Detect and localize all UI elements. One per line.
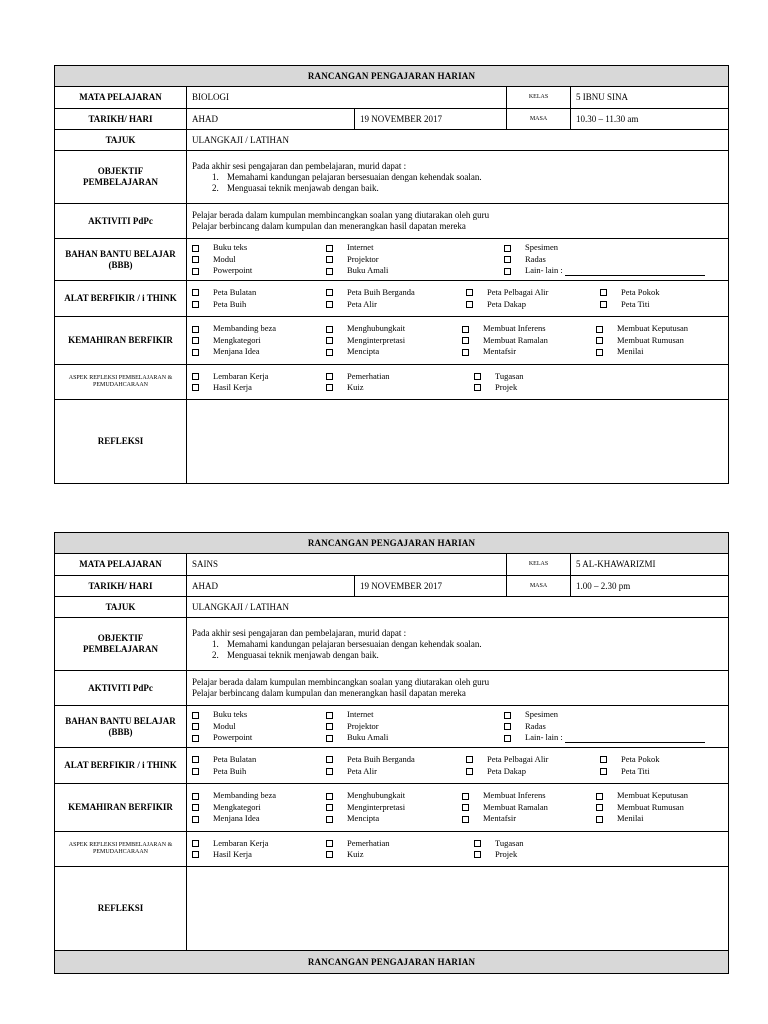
checkbox-icon xyxy=(326,723,333,730)
checkbox-icon xyxy=(326,349,333,356)
checkbox-lembaran-kerja[interactable]: Lembaran Kerja xyxy=(192,371,326,383)
checkbox-menghubungkait[interactable]: Menghubungkait xyxy=(326,790,462,802)
value-mata-pelajaran: BIOLOGI xyxy=(187,87,507,109)
checkbox-icon xyxy=(192,804,199,811)
checkbox-buku-amali[interactable]: Buku Amali xyxy=(326,265,504,277)
aktiviti-content xyxy=(187,671,729,706)
label-bbb: BAHAN BANTU BELAJAR (BBB) xyxy=(55,706,187,748)
objektif-intro: Pada akhir sesi pengajaran dan pembelajaran, murid dapat : xyxy=(192,160,407,171)
checkbox-buku-teks[interactable]: Buku teks xyxy=(192,242,326,254)
objektif-content xyxy=(187,618,729,671)
checkbox-radas[interactable]: Radas xyxy=(504,254,723,266)
checkbox-icon xyxy=(326,756,333,763)
checkbox-icon xyxy=(600,301,607,308)
value-mata-pelajaran: SAINS xyxy=(187,554,507,576)
checkbox-menjana-idea[interactable]: Menjana Idea xyxy=(192,346,326,358)
objektif-list xyxy=(192,639,723,661)
label-kelas: KELAS xyxy=(507,87,571,109)
checkbox-peta-bulatan[interactable]: Peta Bulatan xyxy=(192,754,326,766)
label-tajuk: TAJUK xyxy=(55,597,187,618)
label-refleksi: REFLEKSI xyxy=(55,867,187,951)
checkbox-icon xyxy=(462,804,469,811)
checkbox-icon xyxy=(462,816,469,823)
bbb-options xyxy=(187,239,729,281)
label-tarikh-hari: TARIKH/ HARI xyxy=(55,109,187,130)
checkbox-icon xyxy=(192,735,199,742)
value-tarikh: 19 NOVEMBER 2017 xyxy=(355,109,507,130)
checkbox-icon xyxy=(326,256,333,263)
checkbox-icon xyxy=(474,373,481,380)
checkbox-hasil-kerja[interactable]: Hasil Kerja xyxy=(192,382,326,394)
plan-title: RANCANGAN PENGAJARAN HARIAN xyxy=(55,66,729,87)
checkbox-icon xyxy=(326,373,333,380)
checkbox-peta-pokok[interactable]: Peta Pokok xyxy=(600,754,723,766)
checkbox-mentafsir[interactable]: Mentafsir xyxy=(462,346,596,358)
lain-lain-blank-line[interactable] xyxy=(565,734,705,743)
lain-lain-blank-line[interactable] xyxy=(565,267,705,276)
checkbox-kuiz[interactable]: Kuiz xyxy=(326,849,474,861)
checkbox-lain-lain[interactable]: Lain- lain : xyxy=(504,265,723,277)
checkbox-membanding-beza[interactable]: Membanding beza xyxy=(192,323,326,335)
value-tajuk: ULANGKAJI / LATIHAN xyxy=(187,130,729,151)
aktiviti-line: Pelajar berbincang dalam kumpulan dan menerangkan hasil dapatan mereka xyxy=(192,688,466,698)
refleksi-area[interactable] xyxy=(187,867,729,951)
objektif-item: 2. Menguasai teknik menjawab dengan baik. xyxy=(221,183,723,194)
checkbox-membuat-inferens[interactable]: Membuat Inferens xyxy=(462,790,596,802)
value-kelas: 5 AL-KHAWARIZMI xyxy=(571,554,729,576)
checkbox-icon xyxy=(326,337,333,344)
checkbox-icon xyxy=(504,245,511,252)
checkbox-peta-dakap[interactable]: Peta Dakap xyxy=(466,299,600,311)
alat-options xyxy=(187,281,729,317)
checkbox-icon xyxy=(192,712,199,719)
label-aktiviti: AKTIVITI PdPc xyxy=(55,204,187,239)
label-kelas: KELAS xyxy=(507,554,571,576)
alat-options xyxy=(187,748,729,784)
aspek-options xyxy=(187,832,729,867)
checkbox-icon xyxy=(504,735,511,742)
aktiviti-line: Pelajar berada dalam kumpulan membincangkan soalan yang diutarakan oleh guru xyxy=(192,677,490,687)
checkbox-icon xyxy=(596,326,603,333)
label-masa: MASA xyxy=(507,109,571,130)
label-refleksi: REFLEKSI xyxy=(55,400,187,484)
checkbox-icon xyxy=(192,768,199,775)
checkbox-modul[interactable]: Modul xyxy=(192,254,326,266)
checkbox-icon xyxy=(192,301,199,308)
checkbox-icon xyxy=(192,373,199,380)
checkbox-tugasan[interactable]: Tugasan xyxy=(474,838,723,850)
checkbox-icon xyxy=(326,268,333,275)
label-aktiviti: AKTIVITI PdPc xyxy=(55,671,187,706)
checkbox-icon xyxy=(596,337,603,344)
checkbox-menghubungkait[interactable]: Menghubungkait xyxy=(326,323,462,335)
checkbox-icon xyxy=(474,851,481,858)
value-kelas: 5 IBNU SINA xyxy=(571,87,729,109)
checkbox-icon xyxy=(326,735,333,742)
checkbox-icon xyxy=(192,326,199,333)
aktiviti-line: Pelajar berada dalam kumpulan membincangkan soalan yang diutarakan oleh guru xyxy=(192,210,490,220)
label-bbb: BAHAN BANTU BELAJAR (BBB) xyxy=(55,239,187,281)
checkbox-tugasan[interactable]: Tugasan xyxy=(474,371,723,383)
checkbox-mengkategori[interactable]: Mengkategori xyxy=(192,335,326,347)
lesson-plan-2 xyxy=(54,532,729,974)
checkbox-icon xyxy=(466,301,473,308)
bbb-options xyxy=(187,706,729,748)
checkbox-icon xyxy=(596,816,603,823)
checkbox-icon xyxy=(600,289,607,296)
checkbox-spesimen[interactable]: Spesimen xyxy=(504,242,723,254)
checkbox-membuat-rumusan[interactable]: Membuat Rumusan xyxy=(596,802,723,814)
checkbox-membuat-ramalan[interactable]: Membuat Ramalan xyxy=(462,335,596,347)
checkbox-peta-titi[interactable]: Peta Titi xyxy=(600,766,723,778)
checkbox-icon xyxy=(600,768,607,775)
checkbox-peta-buih[interactable]: Peta Buih xyxy=(192,299,326,311)
checkbox-projek[interactable]: Projek xyxy=(474,849,723,861)
value-tarikh: 19 NOVEMBER 2017 xyxy=(355,576,507,597)
checkbox-icon xyxy=(474,384,481,391)
checkbox-icon xyxy=(596,793,603,800)
label-masa: MASA xyxy=(507,576,571,597)
checkbox-mencipta[interactable]: Mencipta xyxy=(326,346,462,358)
checkbox-peta-bulatan[interactable]: Peta Bulatan xyxy=(192,287,326,299)
objektif-list xyxy=(192,172,723,194)
checkbox-icon xyxy=(596,349,603,356)
checkbox-icon xyxy=(192,793,199,800)
checkbox-powerpoint[interactable]: Powerpoint xyxy=(192,265,326,277)
checkbox-projek[interactable]: Projek xyxy=(474,382,723,394)
checkbox-menjana-idea[interactable]: Menjana Idea xyxy=(192,813,326,825)
checkbox-icon xyxy=(326,851,333,858)
checkbox-icon xyxy=(462,326,469,333)
checkbox-icon xyxy=(192,756,199,763)
checkbox-icon xyxy=(192,851,199,858)
checkbox-icon xyxy=(192,349,199,356)
checkbox-icon xyxy=(466,768,473,775)
checkbox-peta-pelbagai-alir[interactable]: Peta Pelbagai Alir xyxy=(466,754,600,766)
value-hari: AHAD xyxy=(187,576,355,597)
label-aspek-refleksi: ASPEK REFLEKSI PEMBELAJARAN & PEMUDAHCARAAN xyxy=(55,832,187,867)
checkbox-buku-amali[interactable]: Buku Amali xyxy=(326,732,504,744)
checkbox-icon xyxy=(504,723,511,730)
checkbox-internet[interactable]: Internet xyxy=(326,709,504,721)
checkbox-hasil-kerja[interactable]: Hasil Kerja xyxy=(192,849,326,861)
refleksi-area[interactable] xyxy=(187,400,729,484)
checkbox-peta-titi[interactable]: Peta Titi xyxy=(600,299,723,311)
checkbox-peta-dakap[interactable]: Peta Dakap xyxy=(466,766,600,778)
checkbox-modul[interactable]: Modul xyxy=(192,721,326,733)
checkbox-icon xyxy=(326,816,333,823)
checkbox-lembaran-kerja[interactable]: Lembaran Kerja xyxy=(192,838,326,850)
label-tajuk: TAJUK xyxy=(55,130,187,151)
checkbox-icon xyxy=(326,840,333,847)
checkbox-lain-lain[interactable]: Lain- lain : xyxy=(504,732,723,744)
plan-title: RANCANGAN PENGAJARAN HARIAN xyxy=(55,533,729,554)
kemahiran-options xyxy=(187,317,729,365)
objektif-content xyxy=(187,151,729,204)
checkbox-icon xyxy=(326,245,333,252)
checkbox-icon xyxy=(192,256,199,263)
checkbox-icon xyxy=(474,840,481,847)
label-mata-pelajaran: MATA PELAJARAN xyxy=(55,87,187,109)
checkbox-kuiz[interactable]: Kuiz xyxy=(326,382,474,394)
objektif-item: 2. Menguasai teknik menjawab dengan baik. xyxy=(221,650,723,661)
checkbox-icon xyxy=(326,289,333,296)
label-kemahiran-berfikir: KEMAHIRAN BERFIKIR xyxy=(55,317,187,365)
checkbox-icon xyxy=(596,804,603,811)
checkbox-menilai[interactable]: Menilai xyxy=(596,346,723,358)
checkbox-icon xyxy=(326,768,333,775)
checkbox-projektor[interactable]: Projektor xyxy=(326,721,504,733)
objektif-item: 1. Memahami kandungan pelajaran bersesuaian dengan kehendak soalan. xyxy=(221,172,723,183)
checkbox-membuat-ramalan[interactable]: Membuat Ramalan xyxy=(462,802,596,814)
checkbox-mengkategori[interactable]: Mengkategori xyxy=(192,802,326,814)
checkbox-membuat-keputusan[interactable]: Membuat Keputusan xyxy=(596,790,723,802)
value-tajuk: ULANGKAJI / LATIHAN xyxy=(187,597,729,618)
checkbox-icon xyxy=(462,793,469,800)
checkbox-icon xyxy=(504,268,511,275)
label-objektif: OBJEKTIF PEMBELAJARAN xyxy=(55,618,187,671)
checkbox-icon xyxy=(192,816,199,823)
checkbox-pemerhatian[interactable]: Pemerhatian xyxy=(326,371,474,383)
checkbox-peta-alir[interactable]: Peta Alir xyxy=(326,766,466,778)
checkbox-membuat-keputusan[interactable]: Membuat Keputusan xyxy=(596,323,723,335)
label-kemahiran-berfikir: KEMAHIRAN BERFIKIR xyxy=(55,784,187,832)
next-plan-title: RANCANGAN PENGAJARAN HARIAN xyxy=(55,951,729,974)
checkbox-menginterpretasi[interactable]: Menginterpretasi xyxy=(326,802,462,814)
checkbox-icon xyxy=(192,245,199,252)
label-objektif: OBJEKTIF PEMBELAJARAN xyxy=(55,151,187,204)
checkbox-spesimen[interactable]: Spesimen xyxy=(504,709,723,721)
checkbox-icon xyxy=(326,326,333,333)
checkbox-pemerhatian[interactable]: Pemerhatian xyxy=(326,838,474,850)
checkbox-mentafsir[interactable]: Mentafsir xyxy=(462,813,596,825)
checkbox-peta-pokok[interactable]: Peta Pokok xyxy=(600,287,723,299)
lesson-plan-1 xyxy=(54,65,729,484)
checkbox-menginterpretasi[interactable]: Menginterpretasi xyxy=(326,335,462,347)
checkbox-icon xyxy=(466,756,473,763)
label-tarikh-hari: TARIKH/ HARI xyxy=(55,576,187,597)
checkbox-icon xyxy=(462,349,469,356)
checkbox-peta-buih[interactable]: Peta Buih xyxy=(192,766,326,778)
checkbox-icon xyxy=(326,804,333,811)
checkbox-icon xyxy=(466,289,473,296)
checkbox-icon xyxy=(600,756,607,763)
checkbox-membuat-inferens[interactable]: Membuat Inferens xyxy=(462,323,596,335)
checkbox-icon xyxy=(326,301,333,308)
aspek-options xyxy=(187,365,729,400)
checkbox-peta-buih-berganda[interactable]: Peta Buih Berganda xyxy=(326,287,466,299)
checkbox-internet[interactable]: Internet xyxy=(326,242,504,254)
checkbox-icon xyxy=(326,712,333,719)
checkbox-peta-pelbagai-alir[interactable]: Peta Pelbagai Alir xyxy=(466,287,600,299)
value-masa: 1.00 – 2.30 pm xyxy=(571,576,729,597)
kemahiran-options xyxy=(187,784,729,832)
checkbox-buku-teks[interactable]: Buku teks xyxy=(192,709,326,721)
checkbox-icon xyxy=(504,712,511,719)
objektif-intro: Pada akhir sesi pengajaran dan pembelajaran, murid dapat : xyxy=(192,627,407,638)
checkbox-projektor[interactable]: Projektor xyxy=(326,254,504,266)
checkbox-icon xyxy=(192,337,199,344)
aktiviti-content xyxy=(187,204,729,239)
value-hari: AHAD xyxy=(187,109,355,130)
checkbox-icon xyxy=(462,337,469,344)
checkbox-icon xyxy=(326,384,333,391)
checkbox-icon xyxy=(192,268,199,275)
checkbox-radas[interactable]: Radas xyxy=(504,721,723,733)
checkbox-icon xyxy=(326,793,333,800)
label-alat-berfikir: ALAT BERFIKIR / i THINK xyxy=(55,748,187,784)
checkbox-icon xyxy=(192,840,199,847)
label-alat-berfikir: ALAT BERFIKIR / i THINK xyxy=(55,281,187,317)
value-masa: 10.30 – 11.30 am xyxy=(571,109,729,130)
label-mata-pelajaran: MATA PELAJARAN xyxy=(55,554,187,576)
checkbox-peta-buih-berganda[interactable]: Peta Buih Berganda xyxy=(326,754,466,766)
checkbox-peta-alir[interactable]: Peta Alir xyxy=(326,299,466,311)
checkbox-icon xyxy=(192,723,199,730)
checkbox-icon xyxy=(504,256,511,263)
checkbox-menilai[interactable]: Menilai xyxy=(596,813,723,825)
label-aspek-refleksi: ASPEK REFLEKSI PEMBELAJARAN & PEMUDAHCARAAN xyxy=(55,365,187,400)
checkbox-powerpoint[interactable]: Powerpoint xyxy=(192,732,326,744)
checkbox-membuat-rumusan[interactable]: Membuat Rumusan xyxy=(596,335,723,347)
aktiviti-line: Pelajar berbincang dalam kumpulan dan menerangkan hasil dapatan mereka xyxy=(192,221,466,231)
checkbox-icon xyxy=(192,289,199,296)
checkbox-icon xyxy=(192,384,199,391)
checkbox-mencipta[interactable]: Mencipta xyxy=(326,813,462,825)
checkbox-membanding-beza[interactable]: Membanding beza xyxy=(192,790,326,802)
objektif-item: 1. Memahami kandungan pelajaran bersesuaian dengan kehendak soalan. xyxy=(221,639,723,650)
